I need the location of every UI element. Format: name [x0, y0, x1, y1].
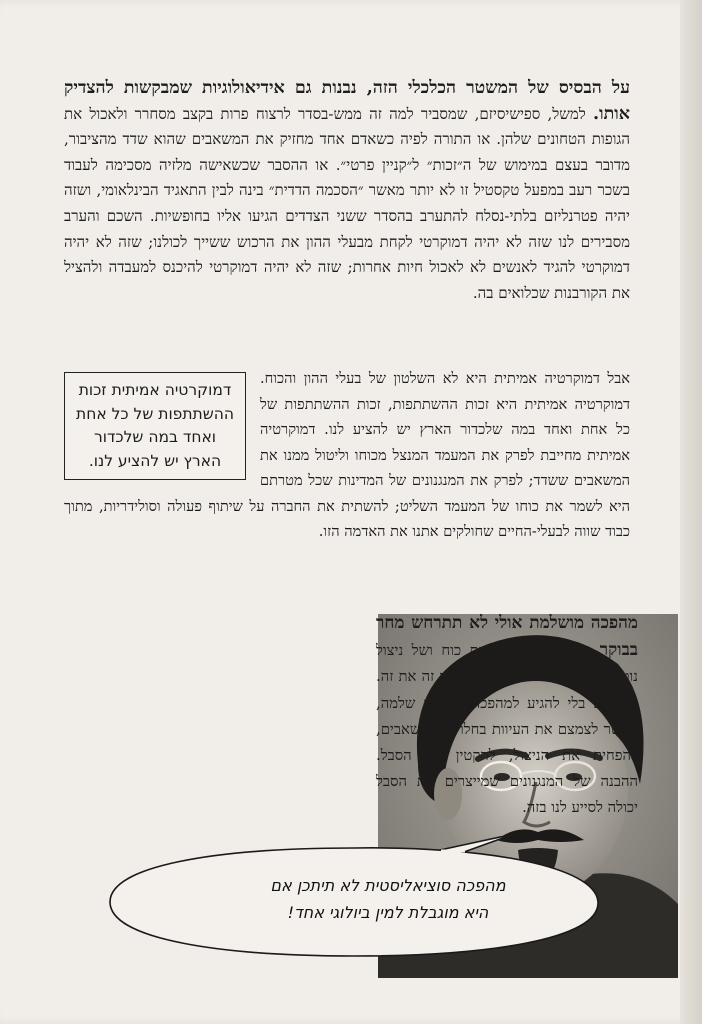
paragraph-democracy	[64, 366, 630, 545]
pull-quote-box: דמוקרטיה אמיתית זכות ההשתתפות של כל אחת ואחד במה שלכדור הארץ יש להציע לנו.	[64, 372, 246, 480]
paragraph-revolution-lead: מהפכה מושלמת אולי לא תתרחש מחר בבוקר.	[376, 613, 638, 661]
paragraph-ideologies	[64, 76, 630, 306]
paragraph-revolution	[376, 610, 638, 822]
speech-bubble-text	[188, 872, 588, 926]
paragraph-ideologies-lead: על הבסיס של המשטר הכלכלי הזה, נבנות גם אידיאולוגיות שמבקשות להצדיק אותו.	[64, 78, 630, 124]
paragraph-revolution-body: מנגנונים של חלוקת כוח ושל ניצול נוטים לא להיעלם אלא רק להחליף זה את זה. אבל גם בלי להגיע למהפכה עולמית שלמה, אפשר לצמצם את העיוות בחלוקת המשאבים, להפחית את הניצול, להקטין את הסבל. ההבנה של המנגנונים שמייצרים את הסבל יכולה לסייע לנו בזה.	[376, 642, 638, 817]
paragraph-ideologies-body: למשל, ספישיסיזם, שמסביר למה זה ממש-בסדר לרצוח פרות בקצב מסחרר ולאכול את הגופות הטחונים שלהן. או התורה לפיה כשאדם אחד מחזיק את המשאבים שהוא שדד מהציבור, מדובר בעצם במימוש של ה״זכות״ ל״קניין פרטי״. או ההסבר שכשאישה מלזיה מסכימה לעבוד בשכר רעב במפעל טקסטיל זו לא יותר מאשר ״הסכמה הדדית״ בינה לבין התאגיד הבינלאומי, ושזה יהיה פטרנליזם בלתי-נסלח להתערב בהסדר ששני הצדדים הגיעו אליו בחופשיות. השכם והערב מסבירים לנו שזה לא יהיה דמוקרטי לקחת מבעלי ההון את הרכוש ששייך לכולנו; שזה לא יהיה דמוקרטי להגיד לאנשים לא לאכול חיות אחרות; שזה לא יהיה דמוקרטי להיכנס למעבדה ולהציל את הקורבנות שכלואים בה.	[64, 104, 630, 302]
paragraph-democracy-body: אבל דמוקרטיה אמיתית היא לא השלטון של בעלי ההון והכוח. דמוקרטיה אמיתית היא זכות ההשתתפות, זכות ההשתתפות של כל אחת ואחד במה שלכדור הארץ יש להציע לנו. דמוקרטיה אמיתית מחייבת לפרק את המעמד המנצל מכוחו וליטול ממנו את המשאבים ששדד; לפרק את המנגנונים של המדינות שכל מטרתם היא לשמר את כוחו של המעמד השליט; להשתית את החברה על שיתוף פעולה וסולידריות, מתוך כבוד שווה לבעלי-החיים שחולקים אתנו את האדמה הזו.	[64, 370, 630, 540]
page-edge	[680, 0, 702, 1024]
speech-bubble-line-1: מהפכה סוציאליסטית לא תיתכן אם	[270, 876, 506, 895]
speech-bubble-line-2: היא מוגבלת למין ביולוגי אחד!	[287, 903, 489, 922]
